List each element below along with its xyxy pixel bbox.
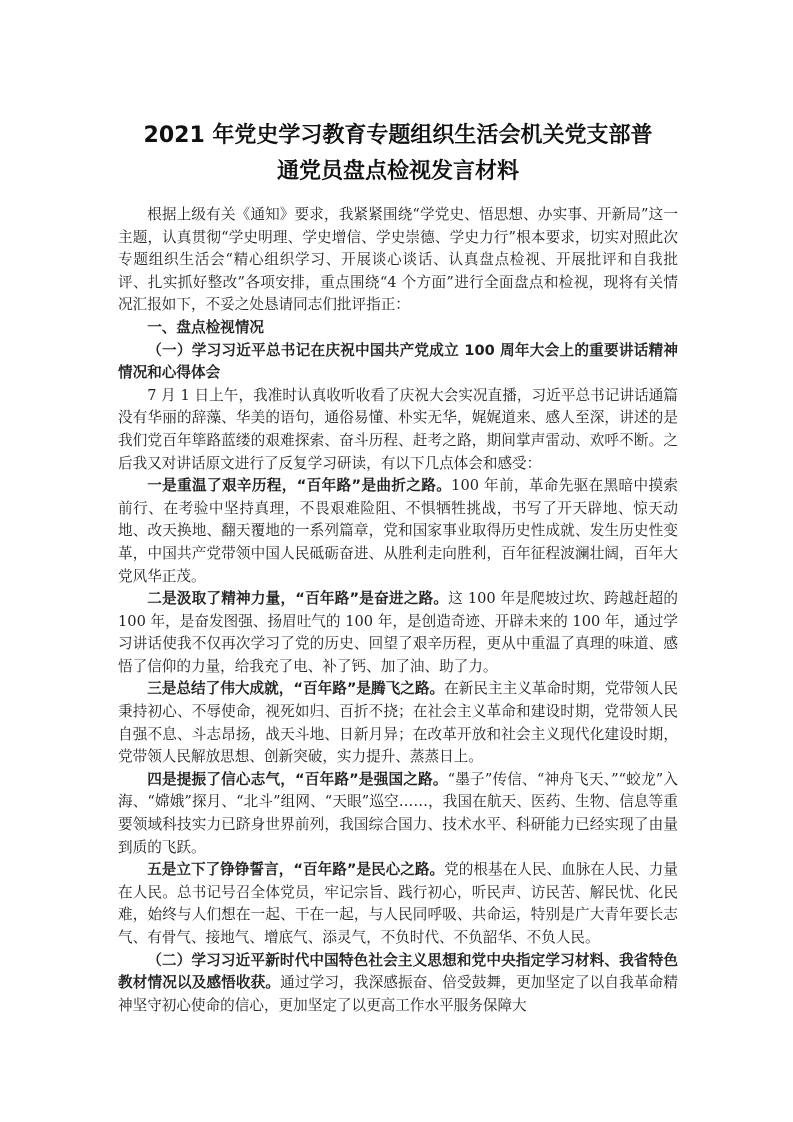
point-paragraph-1 — [118, 475, 678, 588]
document-page — [118, 118, 678, 1017]
point-text: 在新民主主义革命时期，党带领人民秉持初心、不辱使命，视死如归、百折不挠；在社会主义革命和建设时期，党带领人民自强不息、斗志昂扬，战天斗地、日新月异；在改革开放和社会主义现代化建设时期，党带领人民解放思想、创新突破，实力提升、蒸蒸日上。 — [118, 680, 678, 766]
point-text: 党的根基在人民、血脉在人民、力量在人民。总书记号召全体党员，牢记宗旨、践行初心，听民声、访民苦、解民忧、化民难，始终与人们想在一起、干在一起，与人民同呼吸、共命运，特别是广大青年要长志气、有骨气、接地气、增底气、添灵气，不负时代、不负韶华、不负人民。 — [118, 861, 678, 946]
point-text: 100 年前，革命先驱在黑暗中摸索前行、在考验中坚持真理，不畏艰难险阻、不惧牺牲挑战，书写了开天辟地、惊天动地、改天换地、翻天覆地的一系列篇章，党和国家事业取得历史性成就、发生历史性变革，中国共产党带领中国人民砥砺奋进、从胜利走向胜利，百年征程波澜壮阔，百年大党风华正茂。 — [118, 477, 679, 585]
point-lead: 五是立下了铮铮誓言，“百年路”是民心之路。 — [147, 861, 445, 879]
subsection-2-paragraph — [118, 950, 678, 1018]
subsection-2-text: 通过学习，我深感振奋、倍受鼓舞，更加坚定了以自我革命精神坚守初心使命的信心，更加坚定了以更高工作水平服务保障大 — [118, 974, 678, 1014]
point-lead: 二是汲取了精神力量，“百年路”是奋进之路。 — [147, 590, 449, 608]
title-line-1: 2021 年党史学习教育专题组织生活会机关党支部普 — [143, 123, 653, 148]
point-paragraph-2 — [118, 588, 678, 678]
point-lead: 三是总结了伟大成就，“百年路”是腾飞之路。 — [147, 680, 445, 698]
subsection-heading-2: （二）学习习近平新时代中国特色社会主义思想和党中央指定学习材料、我省特色教材情况以及感悟收获。 — [118, 951, 678, 992]
point-paragraph-3 — [118, 678, 678, 768]
point-paragraph-5 — [118, 859, 678, 949]
intro-paragraph: 根据上级有关《通知》要求，我紧紧围绕“学党史、悟思想、办实事、开新局”这一主题，认真贯彻“学史明理、学史增信、学史崇德、学史力行”根本要求，切实对照此次专题组织生活会“精心组织学习、开展谈心谈话、认真盘点检视、开展批评和自我批评、扎实抓好整改”各项安排，重点围绕“4 个方面”进行全面盘点和检视，现将有关情况汇报如下，不妥之处恳请同志们批评指正： — [118, 206, 678, 314]
subsection-heading-1: （一）学习习近平总书记在庆祝中国共产党成立 100 周年大会上的重要讲话精神情况和心得体会 — [118, 341, 678, 382]
document-title — [118, 118, 678, 190]
section-heading-1: 一、盘点检视情况 — [147, 318, 264, 336]
point-paragraph-4 — [118, 769, 678, 859]
point-lead: 四是提振了信心志气，“百年路”是强国之路。 — [147, 770, 448, 788]
subsection-1-paragraph: 7 月 1 日上午，我准时认真收听收看了庆祝大会实况直播，习近平总书记讲话通篇没有华丽的辞藻、华美的语句，通俗易懂、朴实无华，娓娓道来、感人至深，讲述的是我们党百年筚路蓝缕的艰难探索、奋斗历程、赶考之路，期间掌声雷动、欢呼不断。之后我又对讲话原文进行了反复学习研读，有以下几点体会和感受： — [118, 386, 678, 472]
title-line-2: 通党员盘点检视发言材料 — [276, 159, 519, 184]
point-text: “墨子”传信、“神舟飞天、”“蛟龙”入海、“嫦娥”探月、“北斗”组网、“天眼”巡空……，我国在航天、医药、生物、信息等重要领域科技实力已跻身世界前列，我国综合国力、技术水平、科研能力已经实现了由量到质的飞跃。 — [118, 770, 678, 856]
point-text: 这 100 年是爬坡过坎、跨越赶超的 100 年，是奋发图强、扬眉吐气的 100 年，是创造奇迹、开辟未来的 100 年，通过学习讲话使我不仅再次学习了党的历史、回望了艰辛历程，更从中重温了真理的味道、感悟了信仰的力量，给我充了电、补了钙、加了油、助了力。 — [118, 590, 679, 675]
point-lead: 一是重温了艰辛历程，“百年路”是曲折之路。 — [147, 477, 452, 495]
